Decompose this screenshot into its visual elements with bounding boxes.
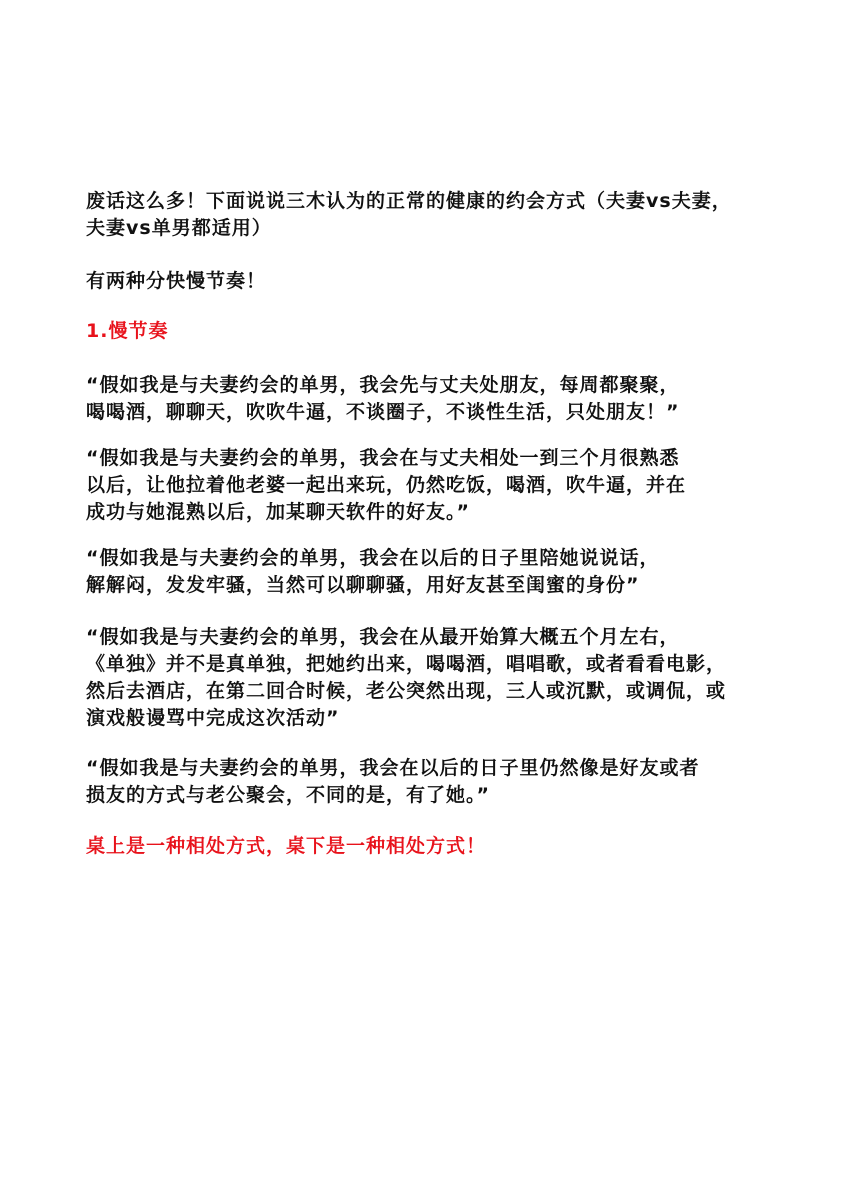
quote-1-line-1: “假如我是与夫妻约会的单男，我会先与丈夫处朋友，每周都聚聚， — [86, 374, 680, 396]
quote-5-line-1: “假如我是与夫妻约会的单男，我会在以后的日子里仍然像是好友或者 — [86, 757, 700, 779]
quote-2-line-1: “假如我是与夫妻约会的单男，我会在与丈夫相处一到三个月很熟悉 — [86, 447, 680, 469]
intro-line-1: 废话这么多！下面说说三木认为的正常的健康的约会方式（夫妻vs夫妻， — [86, 190, 732, 212]
quote-4-line-3: 然后去酒店，在第二回合时候，老公突然出现，三人或沉默，或调侃，或 — [86, 680, 727, 702]
quote-5-line-2: 损友的方式与老公聚会，不同的是，有了她。” — [86, 784, 490, 806]
closing-statement: 桌上是一种相处方式，桌下是一种相处方式！ — [86, 835, 487, 857]
two-rhythms-text: 有两种分快慢节奏！ — [86, 270, 267, 292]
quote-2-line-2: 以后，让他拉着他老婆一起出来玩，仍然吃饭，喝酒，吹牛逼，并在 — [86, 474, 687, 496]
quote-3-line-1: “假如我是与夫妻约会的单男，我会在以后的日子里陪她说说话， — [86, 547, 660, 569]
intro-line-2: 夫妻vs单男都适用） — [86, 217, 272, 239]
quote-4-line-2: 《单独》并不是真单独，把她约出来，喝喝酒，唱唱歌，或者看看电影， — [86, 653, 727, 675]
quote-4-line-4: 演戏般谩骂中完成这次活动” — [86, 707, 340, 729]
section-heading-slow-rhythm: 1.慢节奏 — [86, 320, 169, 342]
quote-4-line-1: “假如我是与夫妻约会的单男，我会在从最开始算大概五个月左右， — [86, 626, 680, 648]
quote-1-line-2: 喝喝酒，聊聊天，吹吹牛逼，不谈圈子，不谈性生活，只处朋友！” — [86, 401, 680, 423]
quote-3-line-2: 解解闷，发发牢骚，当然可以聊聊骚，用好友甚至闺蜜的身份” — [86, 574, 640, 596]
quote-2-line-3: 成功与她混熟以后，加某聊天软件的好友。” — [86, 501, 470, 523]
